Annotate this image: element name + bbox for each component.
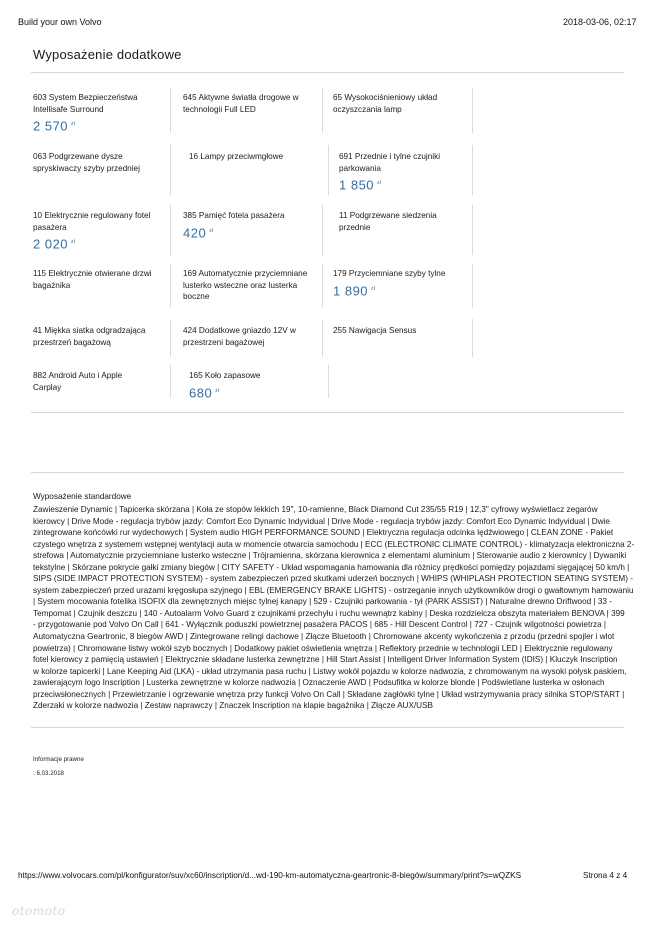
section-divider (31, 72, 624, 73)
option-item (33, 325, 163, 348)
option-price: 2 020 $^{zł}$ (33, 236, 76, 252)
standard-equipment-line: SIPS (SIDE IMPACT PROTECTION SYSTEM) - system zabezpieczeń przed skutkami uderzeń bocznych | WHIPS (WHIPLASH PROTECTION SEATING SYSTEM) - (33, 574, 633, 584)
option-name: 16 Lampy przeciwmgłowe (189, 152, 284, 161)
footer-url: https://www.volvocars.com/pl/konfigurator/suv/xc60/inscription/d...wd-190-km-automatyczna-geartronic-8-biegów/summary/print?s=wQZKS (18, 871, 522, 880)
option-price: 1 890 $^{zł}$ (333, 282, 376, 298)
option-name: 165 Koło zapasowe (189, 371, 261, 380)
column-separator (472, 205, 473, 255)
option-item (183, 92, 313, 115)
option-name: 882 Android Auto i Apple Carplay (33, 371, 123, 392)
standard-equipment-line: strefowa | Automatycznie przyciemniane lusterko wsteczne | Trójramienna, skórzana kierownica z elementami aluminium | Sterowanie audio z kierownicy | Dywaniki (33, 551, 627, 561)
option-item (333, 325, 463, 337)
option-name: 063 Podgrzewane dysze spryskiwaczy szyby przedniej (33, 152, 140, 173)
option-name: 255 Nawigacja Sensus (333, 326, 417, 335)
column-separator (170, 145, 171, 195)
option-name: 10 Elektrycznie regulowany fotel pasażera (33, 211, 151, 232)
option-name: 169 Automatycznie przyciemniane lusterko wsteczne oraz lusterka boczne (183, 269, 308, 301)
column-separator (170, 88, 171, 133)
option-item (333, 92, 463, 115)
standard-equipment-line: zintegrowane końcówki rur wydechowych | System audio HIGH PERFORMANCE SOUND | Elektryczna regulacja odcinka lędźwiowego | CLEAN ZONE - Pakiet (33, 528, 614, 538)
column-separator (170, 264, 171, 308)
standard-equipment-line: Automatyczna Geartronic, 8 biegów AWD | Zintegrowane relingi dachowe | Złącze Bluetooth | Chromowane akcenty wykończenia z przodu (przedni spojler i wlot (33, 632, 615, 642)
option-price: 680 $^{zł}$ (189, 384, 220, 400)
column-separator (472, 319, 473, 357)
column-separator (328, 145, 329, 195)
column-separator (472, 88, 473, 133)
standard-equipment-line: tekstylne | Skórzane pokrycie gałki zmiany biegów | CITY SAFETY - Układ wspomagania hamowania dla różnicy prędkości pomiędzy pojazdami sięgającej 50 km/h | (33, 562, 630, 572)
standard-equipment-line: system zabezpieczeń przed urazami kręgosłupa szyjnego | EBL (EMERGENCY BRAKE LIGHTS) - ostrzeganie innych użytkowników drogi o gwałtownym hamowaniu (33, 585, 634, 595)
option-name: 385 Pamięć fotela pasażera (183, 211, 285, 220)
standard-equipment-line: zawierającym logo Inscription | Lusterka zewnętrzne w kolorze nadwozia | Oznaczenie AWD | Podsufitka w kolorze blonde | Podświetlane lusterka w osłonach (33, 678, 605, 688)
column-separator (322, 319, 323, 357)
column-separator (322, 88, 323, 133)
standard-equipment-line: powietrza) | Chromowane listwy wokół szyb bocznych | Dodatkowy pakiet oświetlenia wnętrza | Reflektory przednie w technologii LED | Elektrycznie regulowany (33, 643, 613, 653)
standard-equipment-line: Zderzaki w kolorze nadwozia | Zestaw naprawczy | Znaczek Inscription na klapie bagażnika | Złącze AUX/USB (33, 701, 434, 711)
legal-info-title: Informacje prawne (33, 756, 84, 763)
standard-equipment-line: kierowcy | Drive Mode - regulacja trybów jazdy: Comfort Eco Dynamic Indyvidual | Drive Mode - regulacja trybów jazdy: Comfort Eco Dynamic Indyvidual | Dwie (33, 516, 610, 526)
standard-equipment-line: Tempomat | Czujnik deszczu | 140 - Autoalarm Volvo Guard z czujnikami przechyłu i ruchu wewnątrz kabiny | Deska rozdzielcza obszyta materiałem BENOVA | 399 (33, 608, 625, 618)
column-separator (472, 264, 473, 308)
option-item (183, 325, 308, 348)
standard-equipment-line: przeciwsłonecznych | Przewietrzanie i ogrzewanie wnętrza przy funkcji Volvo On Call | Składane zagłówki tylne | Układ wstrzymywania pracy silnika STOP/START | (33, 689, 625, 699)
column-separator (170, 205, 171, 255)
standard-equipment-line: | System mocowania fotelika ISOFIX dla zewnętrznych miejsc tylnej kanapy | 529 - Czujniki parkowania - tył (PARK ASSIST) | Naturalne drewno Driftwood | 33 - (33, 597, 612, 607)
legal-info-date: : 6.03.2018 (33, 770, 64, 777)
option-item (183, 210, 313, 240)
column-separator (328, 365, 329, 398)
option-name: 645 Aktywne światła drogowe w technologii Full LED (183, 93, 299, 114)
optional-equipment-title: Wyposażenie dodatkowe (33, 47, 182, 62)
watermark-logo: otomoto (12, 904, 66, 918)
section-divider (31, 472, 624, 473)
option-item (333, 268, 468, 298)
section-divider (31, 727, 624, 728)
option-item (33, 370, 148, 393)
standard-equipment-line: - przygotowanie pod Volvo On Call | 641 - Wyłącznik poduszki powietrznej pasażera PACOS | 685 - Hill Descent Control | 727 - Czujnik wilgotności powietrza | (33, 620, 607, 630)
option-name: 41 Miękka siatka odgradzająca przestrzeń bagażową (33, 326, 146, 347)
option-item (33, 151, 163, 174)
option-name: 115 Elektrycznie otwierane drzwi bagażnika (33, 269, 152, 290)
column-separator (170, 319, 171, 357)
option-name: 11 Podgrzewane siedzenia przednie (339, 211, 437, 232)
option-item (33, 92, 163, 133)
option-item (33, 268, 163, 291)
standard-equipment-line: w kolorze tapicerki | Lane Keeping Aid (LKA) - układ utrzymania pasa ruchu | Listwy wokół pojazdu w kolorze nadwozia, z chromowanym na wysoki połysk paskiem, (33, 666, 627, 676)
standard-equipment-line: Zawieszenie Dynamic | Tapicerka skórzana | Koła ze stopów lekkich 19", 10-ramienne, Black Diamond Cut 235/55 R19 | 12,3" cyfrowy wyświetlacz zegarów (33, 505, 598, 514)
standard-equipment-title: Wyposażenie standardowe (33, 492, 132, 501)
option-price: 2 570 $^{zł}$ (33, 118, 76, 134)
option-name: 691 Przednie i tylne czujniki parkowania (339, 152, 441, 173)
column-separator (322, 264, 323, 308)
option-name: 179 Przyciemniane szyby tylne (333, 269, 446, 278)
column-separator (322, 205, 323, 255)
option-item (183, 268, 315, 303)
option-price: 1 850 $^{zł}$ (339, 177, 382, 193)
standard-equipment-text (33, 504, 633, 712)
print-header-datetime: 2018-03-06, 02:17 (563, 17, 637, 27)
option-name: 65 Wysokociśnieniowy układ oczyszczania lamp (333, 93, 438, 114)
footer-page-number: Strona 4 z 4 (583, 871, 628, 880)
option-name: 603 System Bezpieczeństwa Intellisafe Surround (33, 93, 138, 114)
option-item (33, 210, 163, 251)
standard-equipment-line: czystego wnętrza z systemem wstępnej wentylacji auta w momencie otwarcia samochodu | ECC (ELECTRONIC CLIMATE CONTROL) - klimatyzacja elektroniczna 2- (33, 539, 635, 549)
option-item (339, 151, 464, 192)
column-separator (472, 145, 473, 195)
column-separator (170, 365, 171, 398)
option-name: 424 Dodatkowe gniazdo 12V w przestrzeni bagażowej (183, 326, 296, 347)
option-price: 420 $^{zł}$ (183, 224, 214, 240)
print-header-title: Build your own Volvo (18, 17, 102, 27)
option-item (189, 151, 319, 163)
option-item (339, 210, 454, 233)
option-item (189, 370, 319, 400)
section-divider (31, 412, 624, 413)
standard-equipment-line: fotel kierowcy z pamięcią ustawień | Elektrycznie składane lusterka zewnętrzne | Hill Start Assist | Intelligent Driver Information System (IDIS) | Kluczyk Inscription (33, 655, 618, 665)
